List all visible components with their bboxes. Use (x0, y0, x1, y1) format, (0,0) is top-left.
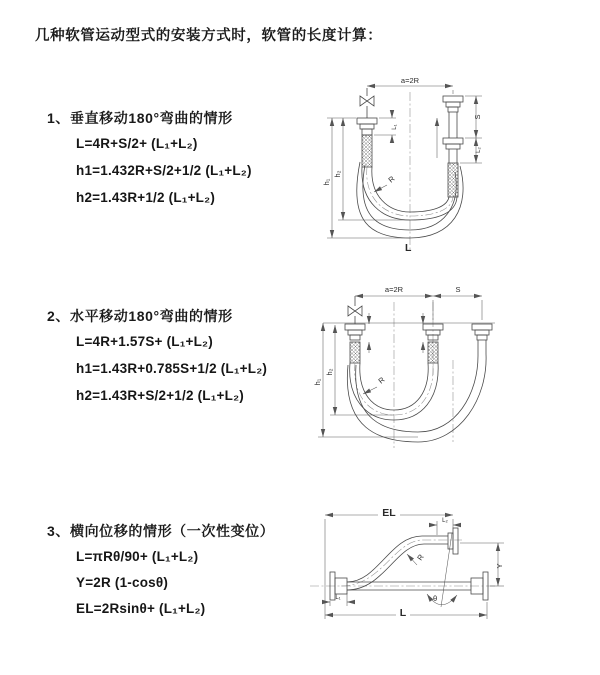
d3-dimension-lines (322, 515, 504, 619)
section-3-heading: 3、横向位移的情形（一次性变位） (47, 523, 275, 539)
moved-flange (453, 528, 458, 554)
d2-label-s: S (455, 285, 461, 294)
section-3-formula-y: Y=2R (1-cosθ) (76, 575, 169, 590)
valve-icon (360, 96, 374, 106)
diagram-vertical-180-bend (310, 70, 600, 260)
d3-label-l1: L₁ (335, 595, 341, 601)
d3-label-l: L (399, 607, 407, 619)
valve-icon (348, 306, 362, 316)
section-3-formula-el: EL=2Rsinθ+ (L₁+L₂) (76, 601, 206, 616)
section-3-formula-l: L=πRθ/90+ (L₁+L₂) (76, 549, 199, 564)
section-1-formula-h2: h2=1.43R+1/2 (L₁+L₂) (76, 190, 216, 205)
d3-labels (335, 506, 504, 619)
d2-hose-assembly (345, 296, 492, 442)
hose-s-curve (347, 536, 448, 582)
d3-label-l2: L₂ (442, 518, 448, 524)
d1-label-s: S (473, 114, 482, 120)
section-2-heading: 2、水平移动180°弯曲的情形 (47, 308, 233, 324)
d1-label-h1: h₁ (322, 178, 331, 186)
d3-label-el: EL (382, 507, 396, 519)
d1-label-h2: h₂ (333, 170, 342, 178)
d1-label-a2r: a=2R (400, 76, 420, 85)
d2-label-h2: h₂ (325, 368, 334, 376)
d1-dimension-lines (327, 86, 482, 238)
d2-label-r: R (376, 375, 387, 386)
d3-label-y: Y (495, 563, 504, 569)
d2-label-a2r: a=2R (384, 285, 404, 294)
diagram-horizontal-180-bend (310, 280, 600, 470)
braided-hose-section (362, 135, 372, 167)
section-2-formula-h2: h2=1.43R+S/2+1/2 (L₁+L₂) (76, 388, 244, 403)
d1-label-l1: L₁ (392, 124, 398, 130)
section-1-heading: 1、垂直移动180°弯曲的情形 (47, 110, 233, 126)
right-end-fitting-lower (443, 138, 463, 144)
left-end-fitting (345, 324, 365, 330)
d1-label-r: R (386, 174, 397, 185)
braided-hose-section (428, 342, 438, 363)
moved-end-fitting (472, 324, 492, 330)
braided-hose-section (350, 342, 360, 363)
d3-hose-assembly (330, 528, 488, 600)
left-end-fitting (357, 118, 377, 124)
d3-label-theta: θ (433, 594, 438, 603)
d2-dimension-lines (318, 296, 495, 437)
d1-label-l2: L₂ (476, 147, 482, 153)
d1-label-l: L (405, 242, 412, 254)
right-end-fitting-upper (443, 96, 463, 102)
d2-label-h1: h₁ (313, 378, 322, 386)
section-1-formula-l: L=4R+S/2+ (L₁+L₂) (76, 136, 198, 151)
braided-hose-section (448, 163, 458, 197)
section-1-formula-h1: h1=1.432R+S/2+1/2 (L₁+L₂) (76, 163, 252, 178)
page-title: 几种软管运动型式的安装方式时，软管的长度计算： (35, 28, 383, 44)
section-2-formula-h1: h1=1.43R+0.785S+1/2 (L₁+L₂) (76, 361, 268, 376)
d3-label-r: R (415, 552, 426, 563)
diagram-lateral-displacement (300, 495, 600, 640)
d3-centerlines (310, 540, 496, 586)
section-2-formula-l: L=4R+1.57S+ (L₁+L₂) (76, 334, 213, 349)
